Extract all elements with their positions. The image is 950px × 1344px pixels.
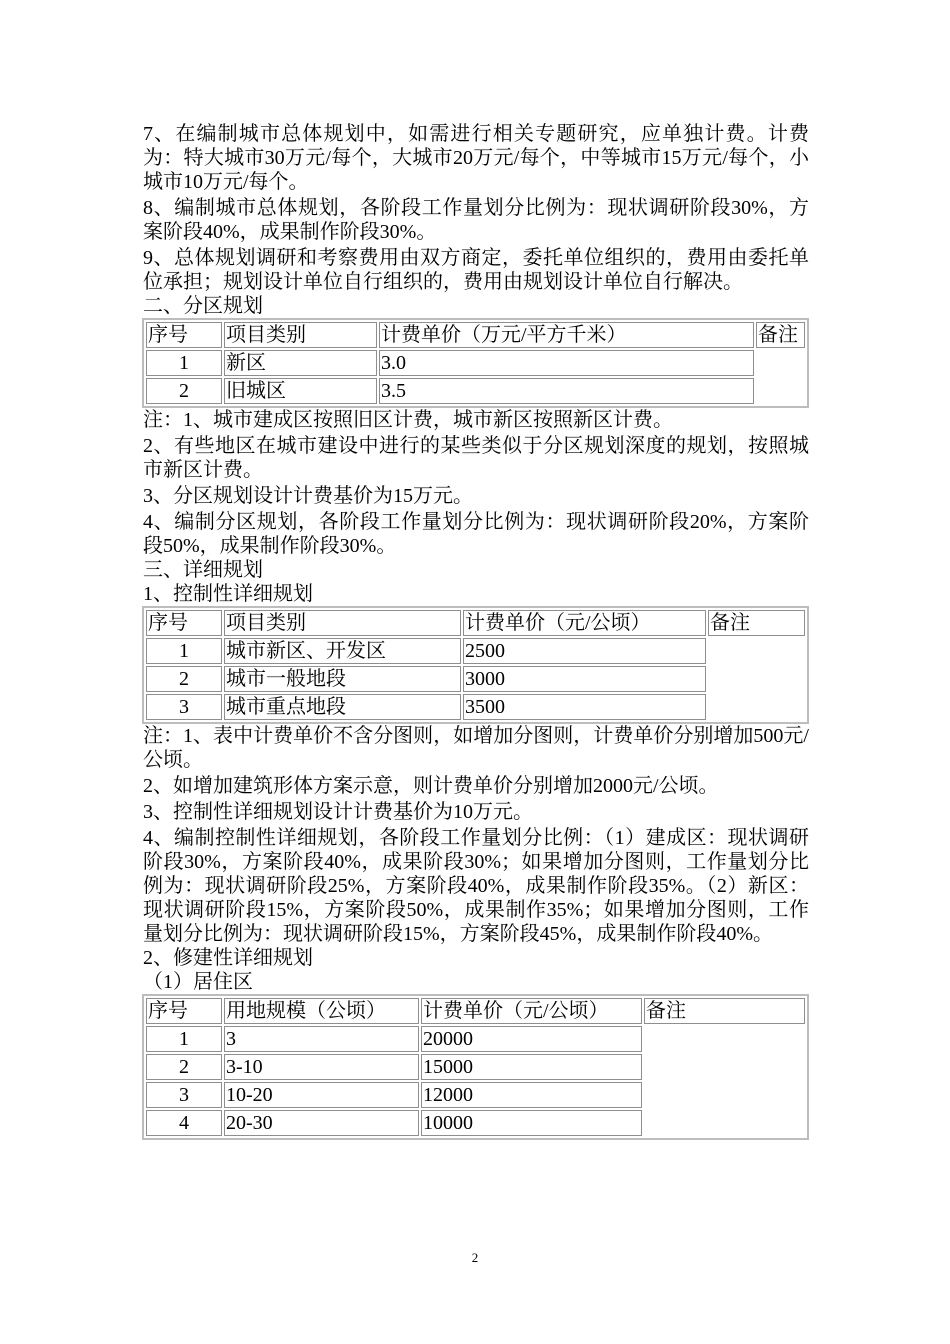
- table-row: [146, 350, 805, 376]
- price-cell: 15000: [421, 1054, 642, 1080]
- header-cell: 序号: [146, 998, 222, 1024]
- row-number-cell: 2: [146, 666, 222, 692]
- price-cell: 10000: [421, 1110, 642, 1136]
- header-cell: 计费单价（万元/平方千米）: [379, 322, 754, 348]
- remark-cell: [644, 1026, 805, 1136]
- table-header-row: [146, 998, 805, 1024]
- price-cell: 3500: [463, 694, 706, 720]
- note-paragraph: 4、编制控制性详细规划，各阶段工作量划分比例：（1）建成区：现状调研阶段30%，方案阶段40%，成果阶段30%；如果增加分图则，工作量划分比例为：现状调研阶段25%，方案阶段40%，成果制作阶段35%。（2）新区：现状调研阶段15%，方案阶段50%，成果制作35%；如果增加分图则，工作量划分比例为：现状调研阶段15%，方案阶段45%，成果制作阶段40%。: [143, 827, 809, 945]
- category-cell: 城市重点地段: [224, 694, 461, 720]
- section-heading-district-planning: 二、分区规划: [143, 295, 263, 317]
- category-cell: 城市新区、开发区: [224, 638, 461, 664]
- land-scale-cell: 20-30: [224, 1110, 419, 1136]
- land-scale-cell: 3-10: [224, 1054, 419, 1080]
- table-row: [146, 638, 805, 664]
- row-number-cell: 2: [146, 378, 222, 404]
- header-cell: 用地规模（公顷）: [224, 998, 419, 1024]
- land-scale-cell: 10-20: [224, 1082, 419, 1108]
- subsection-heading-site-plan: 2、修建性详细规划: [143, 947, 313, 969]
- note-paragraph: 3、分区规划设计计费基价为15万元。: [143, 485, 473, 507]
- note-paragraph: 注：1、城市建成区按照旧区计费，城市新区按照新区计费。: [143, 409, 673, 431]
- header-cell: 项目类别: [224, 610, 461, 636]
- category-cell: 旧城区: [224, 378, 377, 404]
- note-paragraph: 2、如增加建筑形体方案示意，则计费单价分别增加2000元/公顷。: [143, 775, 719, 797]
- row-number-cell: 3: [146, 1082, 222, 1108]
- district-planning-table: [142, 318, 809, 408]
- table-header-row: [146, 322, 805, 348]
- note-paragraph: 2、有些地区在城市建设中进行的某些类似于分区规划深度的规划，按照城市新区计费。: [143, 435, 809, 481]
- table-row: [146, 1026, 805, 1052]
- header-cell: 备注: [756, 322, 805, 348]
- table-row: [146, 694, 805, 720]
- subsection-heading-regulatory-plan: 1、控制性详细规划: [143, 583, 313, 605]
- row-number-cell: 1: [146, 1026, 222, 1052]
- row-number-cell: 3: [146, 694, 222, 720]
- note-paragraph: 4、编制分区规划，各阶段工作量划分比例为：现状调研阶段20%，方案阶段50%，成果制作阶段30%。: [143, 511, 809, 557]
- header-cell: 计费单价（元/公顷）: [463, 610, 706, 636]
- row-number-cell: 4: [146, 1110, 222, 1136]
- price-cell: 3.0: [379, 350, 754, 376]
- header-cell: 序号: [146, 322, 222, 348]
- paragraph-item-8: 8、编制城市总体规划，各阶段工作量划分比例为：现状调研阶段30%，方案阶段40%，成果制作阶段30%。: [143, 197, 809, 243]
- price-cell: 3.5: [379, 378, 754, 404]
- price-cell: 2500: [463, 638, 706, 664]
- header-cell: 计费单价（元/公顷）: [421, 998, 642, 1024]
- document-page: [143, 122, 809, 1140]
- paragraph-item-9: 9、总体规划调研和考察费用由双方商定，委托单位组织的，费用由委托单位承担；规划设计单位自行组织的，费用由规划设计单位自行解决。: [143, 247, 809, 293]
- row-number-cell: 1: [146, 638, 222, 664]
- price-cell: 3000: [463, 666, 706, 692]
- land-scale-cell: 3: [224, 1026, 419, 1052]
- table-row: [146, 666, 805, 692]
- remark-cell: [708, 638, 805, 720]
- price-cell: 12000: [421, 1082, 642, 1108]
- table-header-row: [146, 610, 805, 636]
- table-row: [146, 378, 805, 404]
- header-cell: 备注: [708, 610, 805, 636]
- row-number-cell: 1: [146, 350, 222, 376]
- residential-area-table: [142, 994, 809, 1140]
- header-cell: 备注: [644, 998, 805, 1024]
- category-cell: 新区: [224, 350, 377, 376]
- section-heading-detailed-planning: 三、详细规划: [143, 559, 263, 581]
- header-cell: 项目类别: [224, 322, 377, 348]
- subsection-heading-residential: （1）居住区: [143, 971, 253, 993]
- category-cell: 城市一般地段: [224, 666, 461, 692]
- header-cell: 序号: [146, 610, 222, 636]
- price-cell: 20000: [421, 1026, 642, 1052]
- note-paragraph: 3、控制性详细规划设计计费基价为10万元。: [143, 801, 533, 823]
- regulatory-plan-table: [142, 606, 809, 724]
- row-number-cell: 2: [146, 1054, 222, 1080]
- paragraph-item-7: 7、在编制城市总体规划中，如需进行相关专题研究，应单独计费。计费为：特大城市30万元/每个，大城市20万元/每个，中等城市15万元/每个，小城市10万元/每个。: [143, 123, 809, 193]
- note-paragraph: 注：1、表中计费单价不含分图则，如增加分图则，计费单价分别增加500元/公顷。: [143, 725, 809, 771]
- remark-cell: [756, 350, 805, 404]
- page-number: 2: [471, 1250, 479, 1265]
